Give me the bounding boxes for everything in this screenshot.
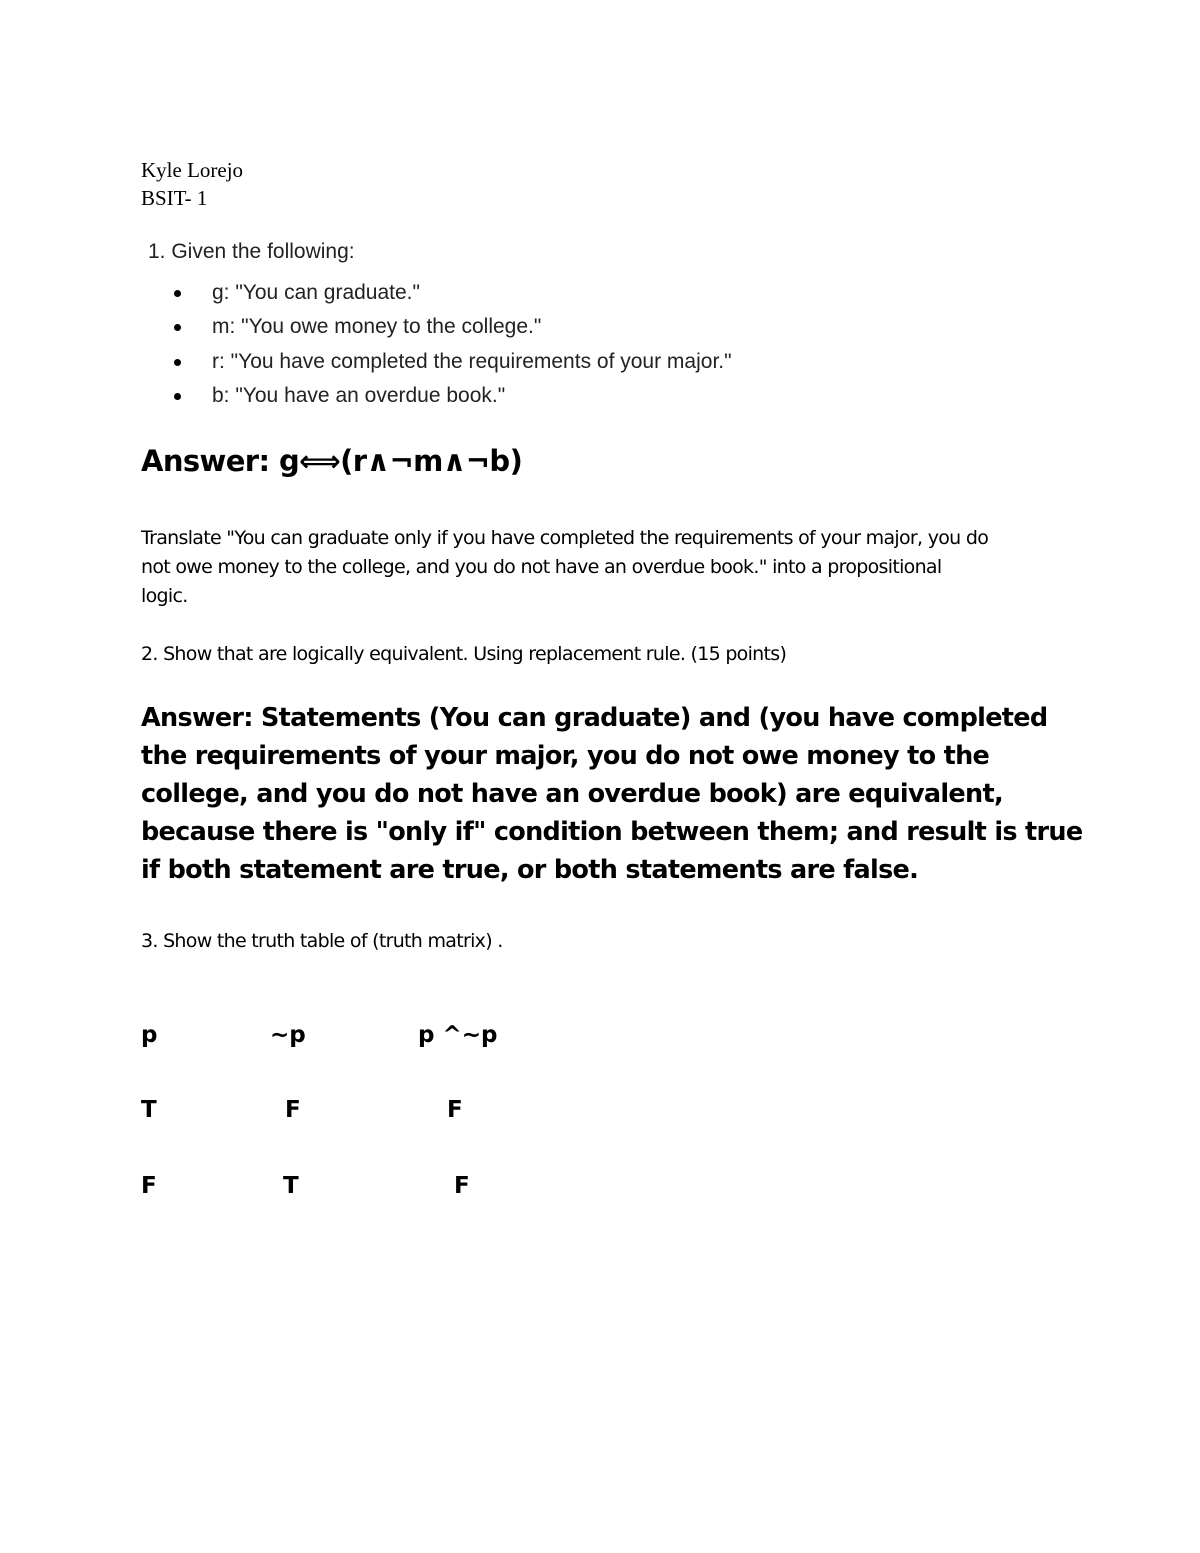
table-cell: T	[283, 1173, 299, 1199]
q1-answer: Answer: g⟺(r∧¬m∧¬b)	[141, 444, 523, 478]
table-header-not-p: ~p	[270, 1022, 306, 1048]
bullet-icon	[174, 359, 181, 366]
table-cell: F	[141, 1173, 157, 1199]
q1-translate-line-1: Translate "You can graduate only if you have completed the requirements of your major, you do	[141, 527, 989, 549]
q1-prompt: 1. Given the following:	[148, 240, 355, 263]
bullet-icon	[174, 290, 181, 297]
table-header-p: p	[141, 1022, 158, 1048]
q1-translate-line-3: logic.	[141, 585, 188, 607]
table-cell: F	[447, 1097, 463, 1123]
table-cell: F	[454, 1173, 470, 1199]
q2-answer: Answer: Statements (You can graduate) and (you have completed the requirements of your major, you do not owe money to the college, and you do not have an overdue book) are equivalent, because there is "only if" condition between them; and result is true if both statement are true, or both statements are false.	[141, 703, 1083, 885]
student-section: BSIT- 1	[141, 186, 208, 210]
bullet-icon	[174, 324, 181, 331]
table-cell: T	[141, 1097, 157, 1123]
q2-prompt: 2. Show that are logically equivalent. Using replacement rule. (15 points)	[141, 643, 787, 665]
bullet-icon	[174, 393, 181, 400]
q3-prompt: 3. Show the truth table of (truth matrix) .	[141, 930, 503, 952]
student-name: Kyle Lorejo	[141, 158, 244, 182]
table-header-p-and-not-p: p ^~p	[418, 1022, 498, 1048]
q1-translate-line-2: not owe money to the college, and you do not have an overdue book." into a propositional	[141, 556, 942, 578]
document-page: Kyle Lorejo BSIT- 1 1. Given the following: g: "You can graduate." m: "You owe money to the college." r: "You have completed the requirements of your major." b: "You have an overdue book." Answer: g⟺(r∧¬m∧¬b) Translate "You can graduate only if you have completed the requirements of your major, you do not owe money to the college, and you do not have an overdue book." into a propositional logic. 2. Show that are logically equivalent. Using replacement rule. (15 points) Answer: Statements (You can graduate) and (you have completed the requirements of your major, you do not owe money to the college, and you do not have an overdue book) are equivalent, because there is "only if" condition between them; and result is true if both statement are true, or both statements are false. 3. Show the truth table of (truth matrix) . p ~p p ^~p T F F F T F	[0, 0, 1200, 1553]
table-cell: F	[285, 1097, 301, 1123]
